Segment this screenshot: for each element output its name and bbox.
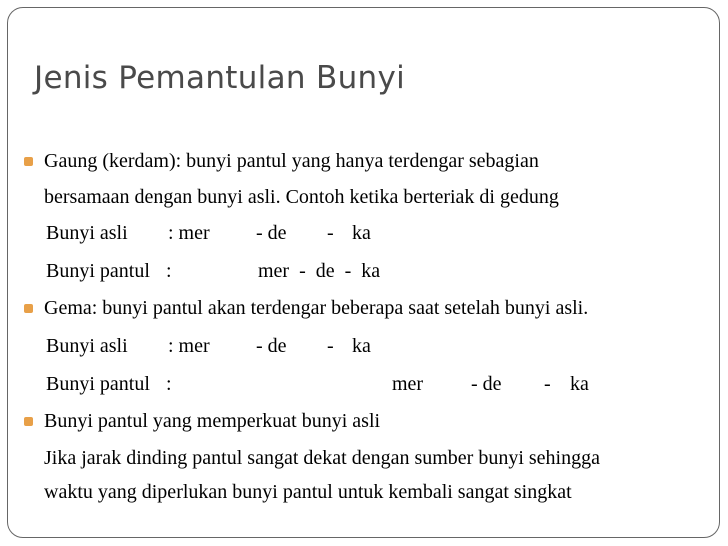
bunyi-asli-label: Bunyi asli <box>46 335 128 357</box>
gaung-bunyi-asli-row <box>0 220 728 246</box>
gema-definition: Gema: bunyi pantul akan terdengar beberapa saat setelah bunyi asli. <box>44 297 589 319</box>
bullet-marker <box>24 157 33 166</box>
syllable-mer: mer <box>392 373 424 395</box>
syllable-dash: - <box>327 335 334 357</box>
bullet-marker <box>24 417 33 426</box>
gema-bunyi-asli-row <box>0 333 728 359</box>
syllable-de: - de <box>256 222 287 244</box>
bunyi-pantul-syllables: mer - de - ka <box>258 260 381 282</box>
syllable-de: - de <box>471 373 502 395</box>
penguat-heading: Bunyi pantul yang memperkuat bunyi asli <box>44 410 381 432</box>
syllable-dash: - <box>327 222 334 244</box>
syllable-ka: ka <box>352 222 371 244</box>
syllable-de: - de <box>256 335 287 357</box>
gema-bunyi-pantul-row <box>0 371 728 397</box>
bunyi-pantul-colon: : <box>166 260 172 282</box>
penguat-explanation-line-1: Jika jarak dinding pantul sangat dekat dengan sumber bunyi sehingga <box>44 447 600 469</box>
gaung-definition-line-1: Gaung (kerdam): bunyi pantul yang hanya terdengar sebagian <box>44 150 539 172</box>
bunyi-pantul-label: Bunyi pantul <box>46 373 150 395</box>
bunyi-pantul-label: Bunyi pantul <box>46 260 150 282</box>
syllable-mer: : mer <box>168 335 210 357</box>
syllable-mer: : mer <box>168 222 210 244</box>
syllable-ka: ka <box>352 335 371 357</box>
penguat-explanation-line-2: waktu yang diperlukan bunyi pantul untuk kembali sangat singkat <box>44 481 572 503</box>
syllable-ka: ka <box>570 373 589 395</box>
bullet-marker <box>24 304 33 313</box>
bunyi-pantul-colon: : <box>166 373 172 395</box>
slide-title: Jenis Pemantulan Bunyi <box>34 60 406 96</box>
syllable-dash: - <box>544 373 551 395</box>
gaung-definition-line-2: bersamaan dengan bunyi asli. Contoh ketika berteriak di gedung <box>44 186 559 208</box>
bunyi-asli-label: Bunyi asli <box>46 222 128 244</box>
gaung-bunyi-pantul-row <box>0 258 728 284</box>
